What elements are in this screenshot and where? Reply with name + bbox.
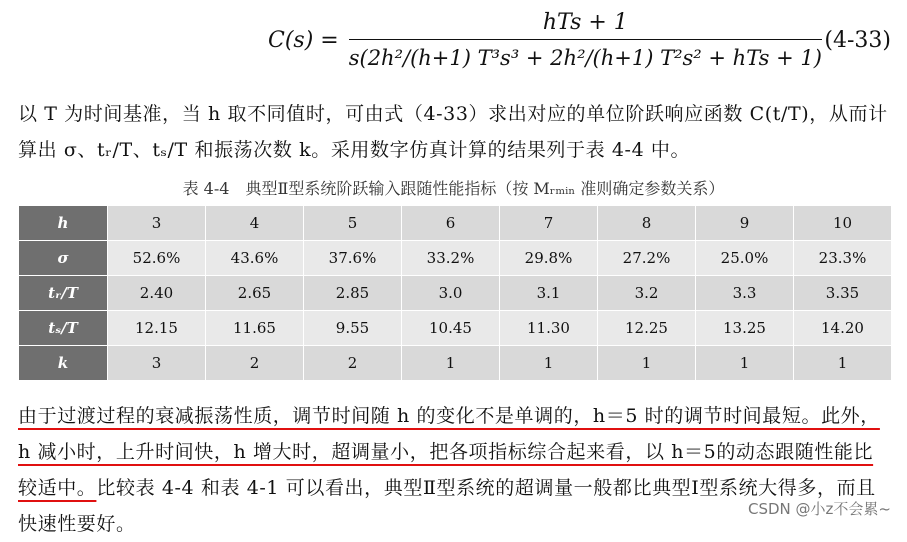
table-row [19, 346, 892, 381]
table-cell: 25.0% [696, 241, 794, 276]
table-caption: 表 4-4 典型Ⅱ型系统阶跃输入跟随性能指标（按 Mᵣₘᵢₙ 准则确定参数关系） [182, 179, 725, 198]
row-label: k [19, 346, 108, 381]
table-cell: 11.30 [500, 311, 598, 346]
watermark: CSDN @小z不会累~ [748, 500, 891, 518]
table-cell: 3 [108, 206, 206, 241]
table-cell: 3.35 [794, 276, 892, 311]
table-cell: 14.20 [794, 311, 892, 346]
table-cell: 11.65 [206, 311, 304, 346]
table-cell: 3.2 [598, 276, 696, 311]
table-cell: 3.0 [402, 276, 500, 311]
transfer-function [268, 10, 822, 70]
table-cell: 27.2% [598, 241, 696, 276]
table-cell: 7 [500, 206, 598, 241]
equation-lhs: C(s) = [268, 27, 339, 53]
table-cell: 2.85 [304, 276, 402, 311]
table-cell: 12.25 [598, 311, 696, 346]
row-label: tᵣ/T [19, 276, 108, 311]
table-cell: 10.45 [402, 311, 500, 346]
table-cell: 1 [500, 346, 598, 381]
table-cell: 1 [402, 346, 500, 381]
table-cell: 2.65 [206, 276, 304, 311]
equation-number: (4-33) [824, 28, 891, 53]
table-cell: 3 [108, 346, 206, 381]
table-cell: 37.6% [304, 241, 402, 276]
table-cell: 2.40 [108, 276, 206, 311]
table-cell: 8 [598, 206, 696, 241]
table-row [19, 206, 892, 241]
table-cell: 1 [598, 346, 696, 381]
paragraph-conclusion-rest: 比较表 4-4 和表 4-1 可以看出，典型Ⅱ型系统的超调量一般都比典型Ⅰ型系统大得多，而且快速性要好。 [18, 477, 876, 535]
table-cell: 6 [402, 206, 500, 241]
row-label: h [19, 206, 108, 241]
table-cell: 1 [696, 346, 794, 381]
performance-table [18, 205, 892, 381]
paragraph-intro: 以 T 为时间基准，当 h 取不同值时，可由式（4-33）求出对应的单位阶跃响应函数 C(t/T)，从而计算出 σ、tᵣ/T、tₛ/T 和振荡次数 k。采用数字仿真计算的结果列于表 4-4 中。 [18, 103, 888, 161]
table-cell: 10 [794, 206, 892, 241]
table-row [19, 276, 892, 311]
paragraph-conclusion [18, 398, 892, 542]
table-row [19, 241, 892, 276]
row-label: tₛ/T [19, 311, 108, 346]
row-label: σ [19, 241, 108, 276]
table-cell: 23.3% [794, 241, 892, 276]
table-cell: 5 [304, 206, 402, 241]
equation-numerator: hTs + 1 [542, 10, 628, 35]
table-cell: 2 [206, 346, 304, 381]
table-cell: 33.2% [402, 241, 500, 276]
table-cell: 9 [696, 206, 794, 241]
table-cell: 3.1 [500, 276, 598, 311]
equation-block [0, 0, 907, 92]
table-cell: 52.6% [108, 241, 206, 276]
table-cell: 13.25 [696, 311, 794, 346]
table-cell: 2 [304, 346, 402, 381]
table-row [19, 311, 892, 346]
table-cell: 43.6% [206, 241, 304, 276]
table-cell: 12.15 [108, 311, 206, 346]
table-cell: 9.55 [304, 311, 402, 346]
highlighted-conclusion: 由于过渡过程的衰减振荡性质，调节时间随 h 的变化不是单调的，h＝5 时的调节时间最短。此外，h 减小时，上升时间快，h 增大时，超调量小，把各项指标综合起来看，以 h＝5的动态跟随性能比较适中。 [18, 405, 880, 499]
table-cell: 4 [206, 206, 304, 241]
equation-denominator: s(2h²/(h+1) T³s³ + 2h²/(h+1) T²s² + hTs + 1) [348, 46, 822, 70]
table-cell: 3.3 [696, 276, 794, 311]
table-cell: 29.8% [500, 241, 598, 276]
table-cell: 1 [794, 346, 892, 381]
equation-fraction [349, 10, 822, 70]
